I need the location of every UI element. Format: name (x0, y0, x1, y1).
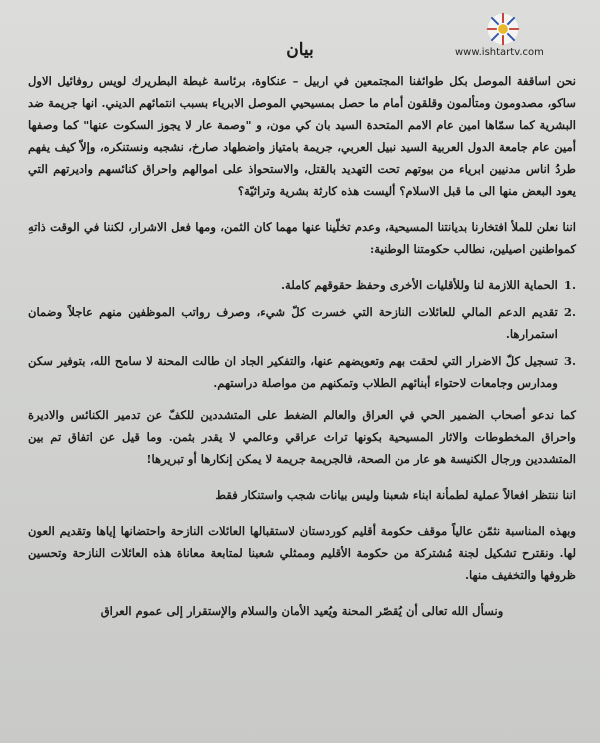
paragraph-expectation: اننا ننتظر افعالاً عملية لطمأنة ابناء شعبنا وليس بيانات شجب واستنكار فقط (215, 488, 576, 502)
paragraph-thanks: وبهذه المناسبة نثمّن عالياً موقف حكومة أقليم كوردستان لاستقبالها العائلات النازحة واحتضانها إياها وتقديم العون لها. ونقترح تشكيل لجنة مُشتركة من حكومة الأقليم وممثلي شعبنا لمتابعة معاناة هذه العائلات النازحة وتحسين ظروفها والتخفيف منها. (28, 524, 576, 582)
statement-body (28, 70, 576, 636)
list-text: الحماية اللازمة لنا وللأقليات الأخرى وحفظ حقوقهم كاملة. (280, 278, 558, 292)
paragraph-appeal: كما ندعو أصحاب الضمير الحي في العراق والعالم الضغط على المتشددين للكفّ عن تدمير الكنائس والاديرة واحراق المخطوطات والاثار المسيحية بكونها تراث عراقي وعالمي لا يقدر بثمن. وما قيل عن اتفاق تم بين المتشددين ورجال الكنيسة هو عار من الصحة، فالجريمة جريمة لا يمكن إنكارها أو تبريرها! (28, 408, 576, 466)
page-title: بيان (286, 40, 314, 60)
paragraph-declaration: اننا نعلن للملأ افتخارنا بديانتنا المسيحية، وعدم تخلّينا عنها مهما كان الثمن، ومها فعل الاشرار، لكننا في الوقت ذاتهِ كمواطنين اصيلين، نطالب حكومتنا الوطنية: (28, 220, 576, 256)
list-item (28, 350, 576, 394)
list-number: .2 (563, 305, 576, 319)
list-number: .1 (563, 278, 576, 292)
list-text: تسجيل كلّ الاضرار التي لحقت بهم وتعويضهم عنها، والتفكير الجاد ان طالت المحنة لا سامح الله، بتوفير سكن ومدارس وجامعات لاحتواء أبنائهم الطلاب وتمكنهم من مواصلة دراستهم. (28, 354, 558, 390)
list-text: تقديم الدعم المالي للعائلات النازحة التي خسرت كلّ شيء، وصرف رواتب الموظفين منهم عاجلاً وضمان استمرارها. (28, 305, 558, 341)
list-item (28, 274, 576, 296)
demands-list (28, 274, 576, 394)
site-url: www.ishtartv.com (455, 47, 544, 58)
paragraph-intro: نحن اساقفة الموصل بكل طوائفنا المجتمعين في اربيل – عنكاوة، برئاسة غبطة البطريرك لويس روفائيل الاول ساكو، مصدومون ومتألمون وقلقون أمام ما حصل بمسيحيي الموصل الابرياء بسبب انتمائهم الديني. انها جريمة ضد البشرية كما سمّاها امين عام الامم المتحدة السيد بان كي مون، و "وصمة عار لا يجوز السكوت عنها" كما وصفها أمين عام جامعة الدول العربية السيد نبيل العربي، جريمة بامتياز واضطهاد صارخ، نشجبه ونستنكره، وإلاّ كيف يفهم طردُ اناس مدنيين ابرياء من بيوتهم تحت التهديد بالقتل، والاستحواذ على اموالهم واحراق كنائسهم واديرتهم التي يعود البعض منها الى ما قبل الاسلام؟ أليست هذه كارثة بشرية وتراثيّة؟ (28, 74, 576, 198)
list-item (28, 301, 576, 345)
list-number: .3 (563, 354, 576, 368)
closing-prayer: ونسأل الله تعالى أن يُقصّر المحنة ويُعيد الأمان والسلام والإستقرار إلى عموم العراق (100, 604, 504, 618)
